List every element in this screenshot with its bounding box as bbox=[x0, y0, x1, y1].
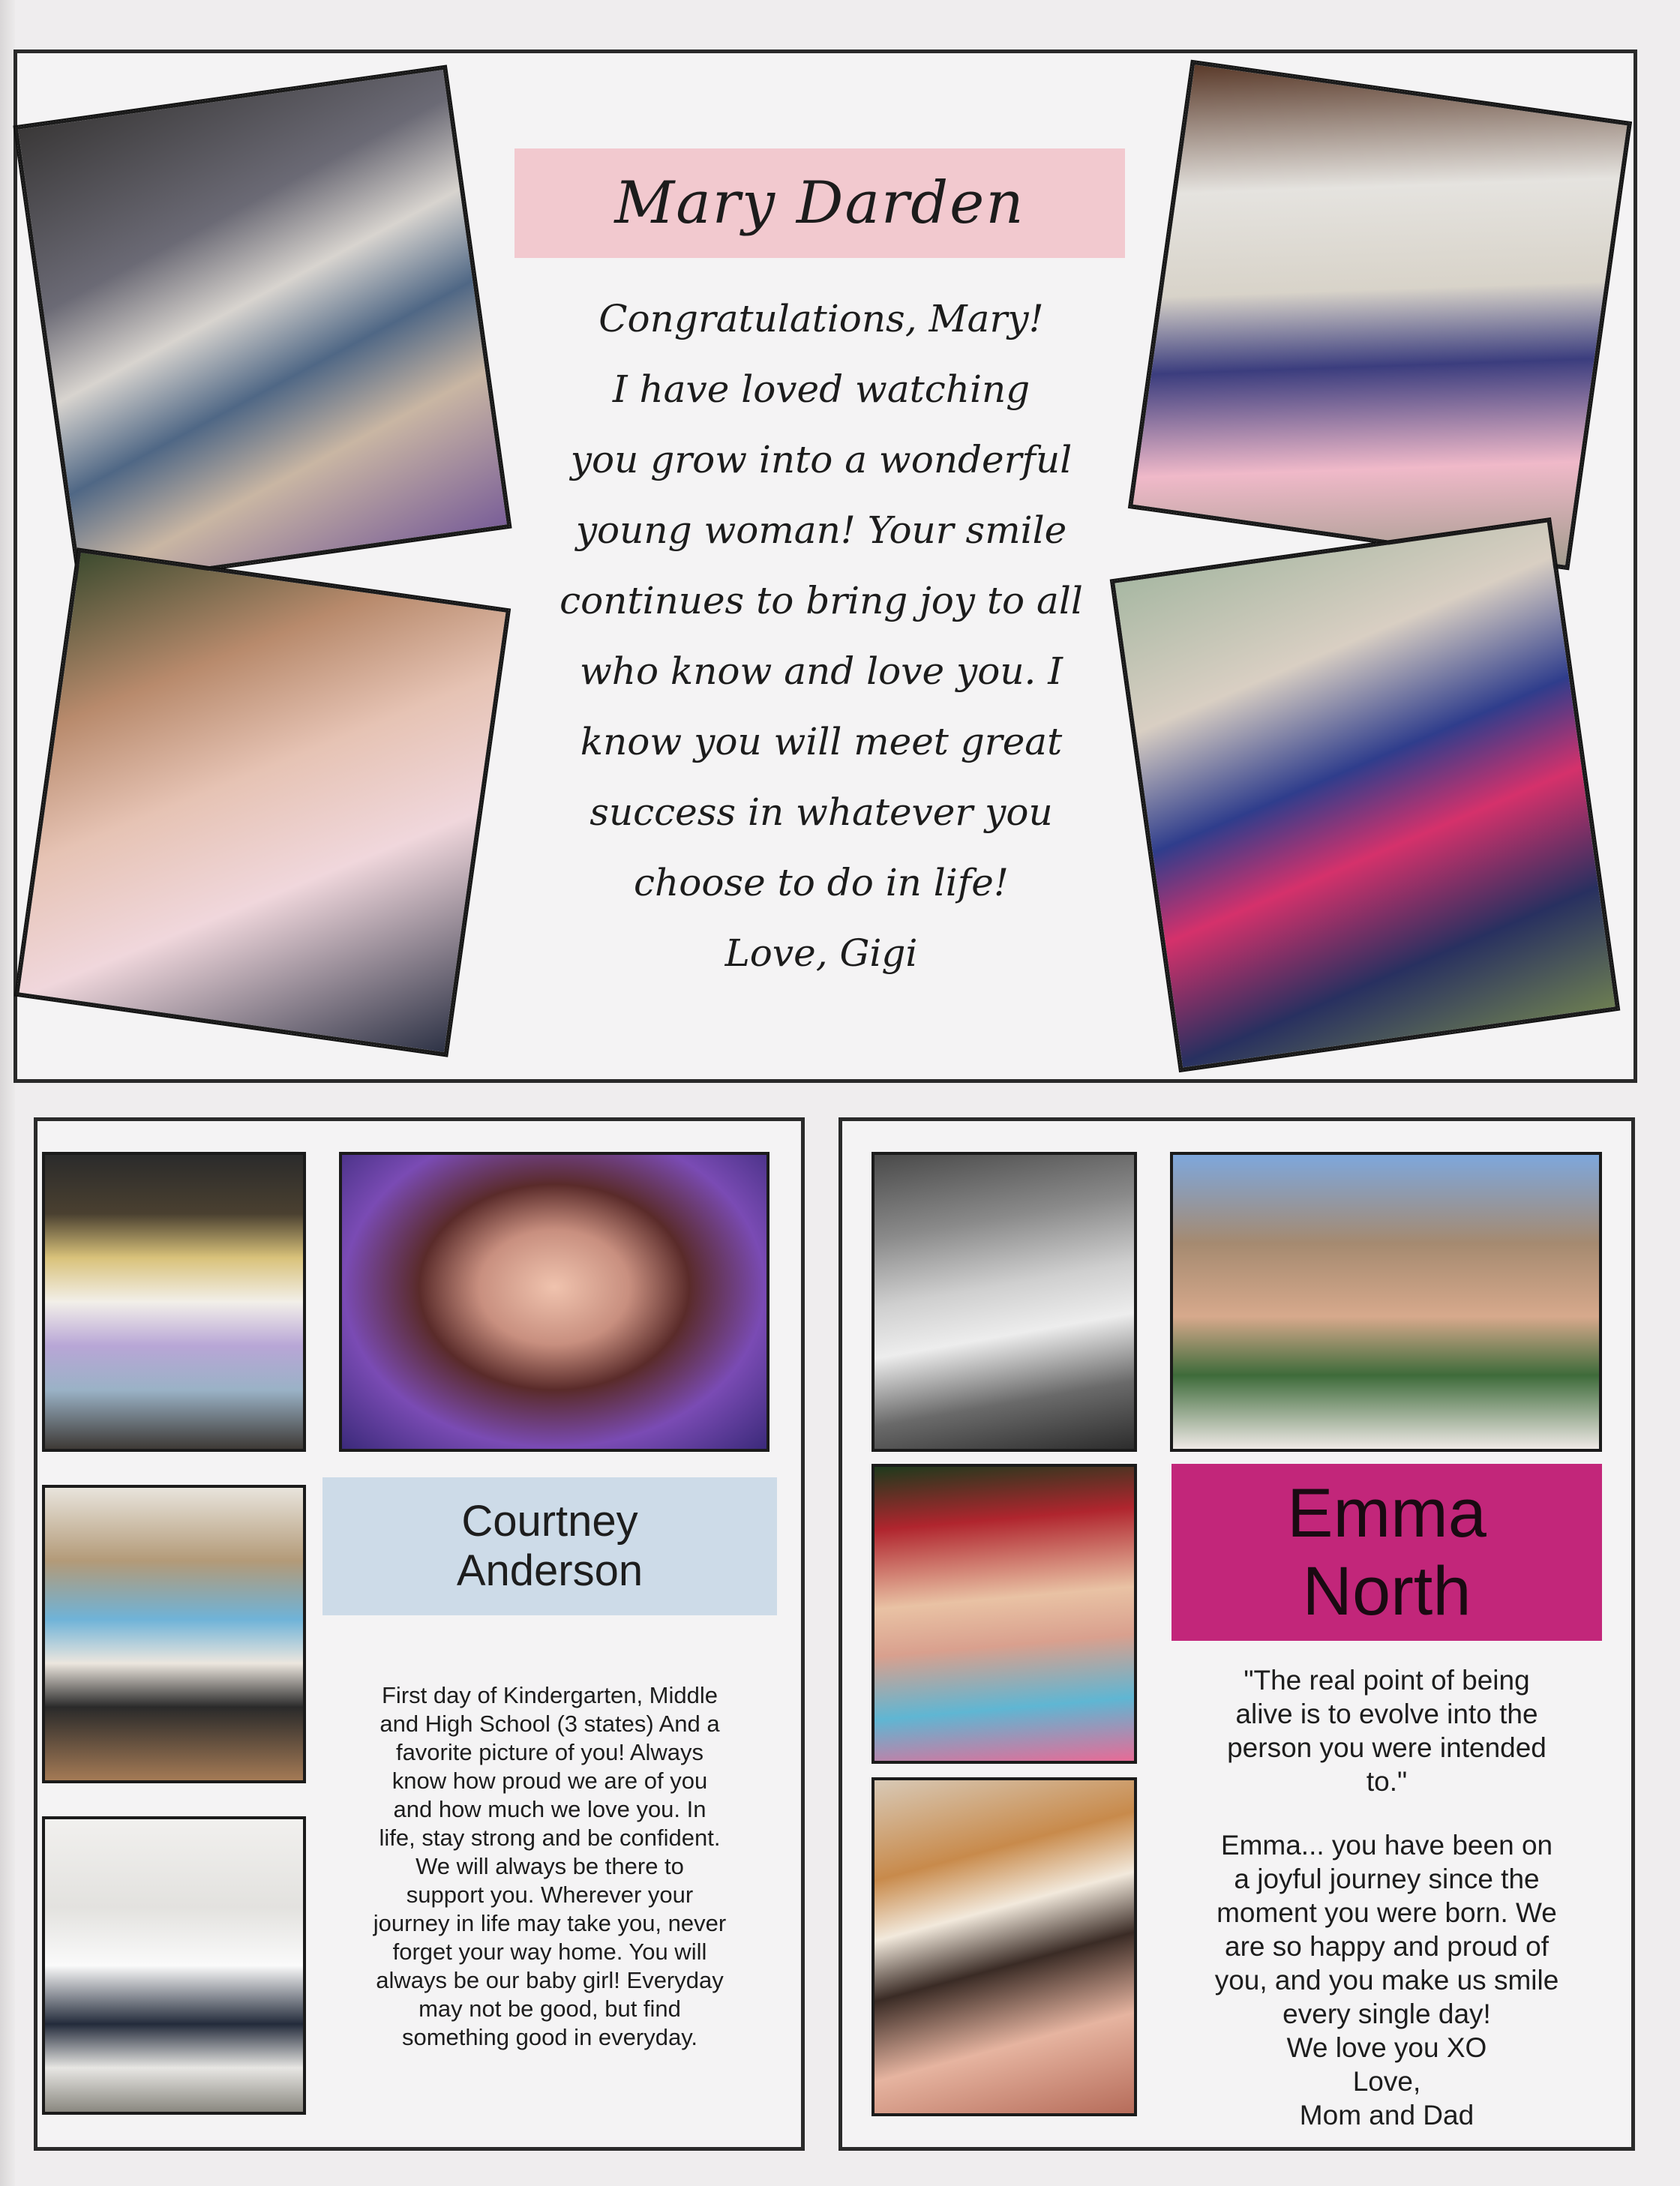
mary-message-line: I have loved watching bbox=[612, 367, 1030, 411]
mary-message-line: success in whatever you bbox=[590, 790, 1053, 834]
courtney-first-name: Courtney bbox=[461, 1497, 638, 1546]
emma-quote: "The real point of being alive is to evolve into the person you were intended to." bbox=[1227, 1665, 1546, 1797]
photo-high-school-first-day bbox=[42, 1816, 306, 2115]
mary-message-line: know you will meet great bbox=[580, 720, 1063, 763]
emma-last-name: North bbox=[1302, 1553, 1472, 1630]
mary-message-line: who know and love you. I bbox=[579, 649, 1064, 693]
emma-first-name: Emma bbox=[1287, 1475, 1486, 1552]
courtney-last-name: Anderson bbox=[456, 1546, 644, 1595]
courtney-message: First day of Kindergarten, Middle and High School (3 states) And a favorite picture of you! Always know how proud we are of you and how much we love you. In life, stay strong and be confident. We will always be there to support you. Wherever your journey in life may take you, never forget your way home. You will always be our baby girl! Everyday may not be good, but find something good in everyday. bbox=[373, 1682, 727, 2050]
photo-grandmother-with-girl-in-chair bbox=[1130, 61, 1630, 568]
emma-name-banner bbox=[1172, 1464, 1602, 1641]
mary-message-line: choose to do in life! bbox=[634, 861, 1009, 904]
photo-emma-with-dog bbox=[872, 1777, 1137, 2116]
photo-grandmother-with-baby bbox=[16, 550, 509, 1056]
emma-message: Emma... you have been on a joyful journey since the moment you were born. We are so happy and proud of you, and you make us smile every single day! We love you XO Love, Mom and Dad bbox=[1214, 1830, 1559, 2131]
page-binding-edge bbox=[0, 0, 15, 2186]
photo-emma-toddler bbox=[872, 1152, 1137, 1452]
mary-name-banner bbox=[514, 148, 1125, 258]
photo-middle-school-first-day bbox=[42, 1485, 306, 1783]
mary-message-line: young woman! Your smile bbox=[575, 508, 1067, 552]
photo-kindergarten-first-day bbox=[42, 1152, 306, 1452]
mary-name-title: Mary Darden bbox=[614, 169, 1025, 237]
photo-family-selfie bbox=[1170, 1152, 1602, 1452]
photo-emma-flowers bbox=[872, 1464, 1137, 1764]
mary-message-line: continues to bring joy to all bbox=[560, 579, 1083, 622]
photo-grandmother-with-girl-and-doll bbox=[15, 67, 511, 588]
mary-message-line: you grow into a wonderful bbox=[570, 438, 1072, 481]
courtney-name-banner bbox=[322, 1477, 777, 1615]
photo-grandmother-with-teen-in-blue-dress bbox=[1112, 519, 1618, 1071]
mary-message-signoff: Love, Gigi bbox=[724, 931, 918, 975]
mary-message bbox=[510, 283, 1132, 988]
mary-message-line: Congratulations, Mary! bbox=[598, 297, 1044, 340]
photo-courtney-portrait bbox=[339, 1152, 770, 1452]
